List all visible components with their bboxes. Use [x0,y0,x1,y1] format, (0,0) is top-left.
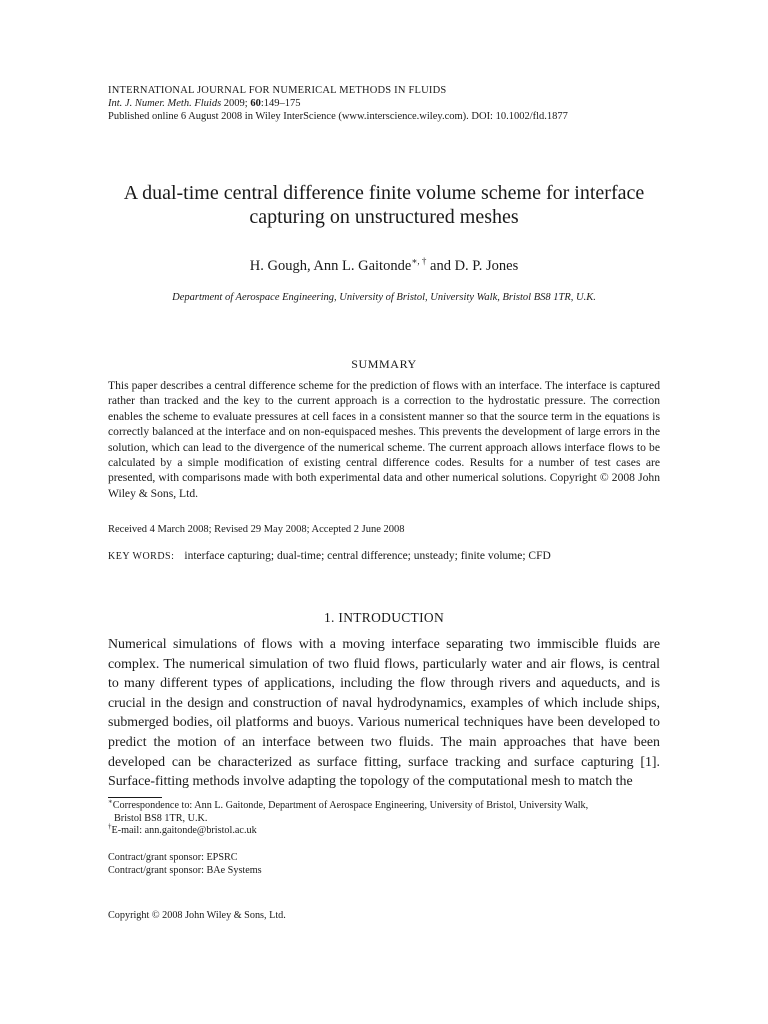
author-list [100,257,668,275]
keywords [108,549,660,564]
authors-first: H. Gough, Ann L. Gaitonde [249,258,412,274]
author-marks: ∗, † [411,256,427,267]
paper-title [100,181,668,229]
keywords-label: KEY WORDS: [108,551,175,562]
journal-abbrev: Int. J. Numer. Meth. Fluids [108,98,222,109]
authors-rest: and D. P. Jones [426,258,519,274]
paper-title-line-1: A dual-time central difference finite volume scheme for interface [123,182,645,204]
affiliation: Department of Aerospace Engineering, University of Bristol, University Walk, Bristol BS8 1TR, U.K. [172,292,596,303]
journal-year: 2009; [223,98,248,109]
correspondence-footnote [108,797,664,813]
paper-title-line-2: capturing on unstructured meshes [249,206,519,228]
email-footnote [108,822,664,838]
correspondence-line-1: Correspondence to: Ann L. Gaitonde, Department of Aerospace Engineering, University of Bristol, University Walk, [112,800,589,811]
grant-sponsor-bae: Contract/grant sponsor: BAe Systems [108,864,262,876]
journal-name: INTERNATIONAL JOURNAL FOR NUMERICAL METHODS IN FLUIDS [108,85,447,96]
grant-sponsors [108,852,664,877]
journal-volume: 60 [250,98,261,109]
footnote-divider [108,797,162,798]
journal-citation [108,97,668,110]
publication-line: Published online 6 August 2008 in Wiley InterScience (www.interscience.wiley.com). DOI: 10.1002/fld.1877 [108,111,568,122]
received-dates: Received 4 March 2008; Revised 29 May 2008; Accepted 2 June 2008 [108,524,405,535]
journal-pages: :149–175 [260,98,301,109]
summary-heading: SUMMARY [351,357,417,371]
abstract-text: This paper describes a central difference scheme for the prediction of flows with an interface. The interface is captured rather than tracked and the key to the current approach is a correction to the hydrostatic pressure. The correction enables the scheme to evaluate pressures at cell faces in a consistent manner so that the source term in the equations is correctly balanced at the interface and on non-equispaced meshes. This prevents the development of large errors in the solution, which can lead to the divergence of the numerical scheme. The current approach allows interface flows to be calculated by a simple modification of existing central difference codes. Results for a number of test cases are presented, with comparisons made with both experimental data and other numerical solutions. Copyright © 2008 John Wiley & Sons, Ltd. [108,379,660,500]
journal-header [108,84,668,123]
correspondence-line-2: Bristol BS8 1TR, U.K. [114,812,208,824]
introduction-heading: 1. INTRODUCTION [324,610,444,625]
email-text: E-mail: ann.gaitonde@bristol.ac.uk [111,825,257,837]
grant-sponsor-epsrc: Contract/grant sponsor: EPSRC [108,852,238,863]
introduction-text: Numerical simulations of flows with a moving interface separating two immiscible fluids are complex. The numerical simulation of two fluid flows, particularly water and air flows, is central to many different types of applications, including the flow through rivers and aqueducts, and is crucial in the design and construction of naval hydrodynamics, examples of which include ships, submerged bodies, oil platforms and buoys. Various numerical techniques have been developed to predict the motion of an interface between two fluids. The main approaches that have been developed can be characterized as surface fitting, surface tracking and surface capturing [1]. Surface-fitting methods involve adapting the topology of the computational mesh to match the [108,637,660,790]
keywords-terms: interface capturing; dual-time; central difference; unsteady; finite volume; CFD [184,550,551,562]
correspondence-mark: ∗ [108,797,113,806]
copyright-notice: Copyright © 2008 John Wiley & Sons, Ltd. [108,910,286,921]
footnotes [108,797,664,838]
email-mark: † [108,822,112,831]
